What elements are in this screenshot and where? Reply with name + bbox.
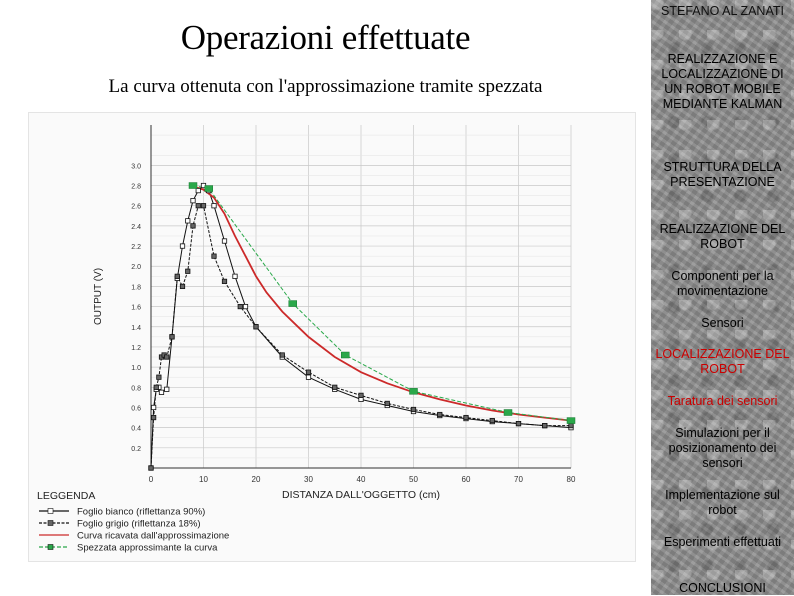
chart-legend: [37, 490, 229, 554]
sidebar: [651, 0, 794, 595]
legend-swatch-marker: [48, 545, 53, 550]
point-foglio-bianco: [243, 304, 247, 308]
sidebar-item-localizzazione[interactable]: LOCALIZZAZIONE DEL ROBOT: [655, 347, 790, 376]
x-tick-label: 40: [356, 475, 366, 484]
series-line-spezzata: [193, 186, 571, 421]
point-spezzata: [205, 186, 213, 192]
chart-figure: [28, 112, 636, 562]
point-spezzata: [567, 418, 575, 424]
x-tick-label: 70: [514, 475, 523, 484]
y-axis-label: OUTPUT (V): [93, 267, 104, 326]
y-tick-label: 0.2: [131, 445, 141, 453]
point-spezzata: [289, 301, 297, 307]
point-foglio-grigio: [165, 355, 169, 359]
legend-entry-label: Foglio grigio (riflettanza 18%): [77, 518, 201, 530]
point-spezzata: [504, 410, 512, 416]
legend-entry-label: Spezzata approssimante la curva: [77, 542, 218, 554]
output-vs-distance-chart: [29, 113, 635, 561]
sidebar-item-realizzazione[interactable]: REALIZZAZIONE DEL ROBOT: [659, 222, 786, 251]
legend-title: LEGGENDA: [37, 490, 96, 502]
y-tick-label: 3.0: [131, 163, 141, 171]
point-foglio-bianco: [186, 219, 190, 223]
slide-title: Operazioni effettuate: [180, 18, 471, 57]
point-foglio-grigio: [280, 353, 284, 357]
point-foglio-grigio: [333, 385, 337, 389]
y-tick-label: 0.8: [131, 385, 141, 393]
point-foglio-grigio: [464, 415, 468, 419]
y-tick-label: 1.8: [131, 284, 141, 292]
sidebar-item-conclusioni[interactable]: CONCLUSIONI: [679, 581, 766, 595]
point-foglio-bianco: [159, 390, 163, 394]
point-foglio-grigio: [154, 385, 158, 389]
point-spezzata: [410, 388, 418, 394]
y-tick-label: 1.0: [131, 365, 141, 373]
y-tick-label: 0.4: [131, 425, 141, 433]
point-foglio-grigio: [306, 370, 310, 374]
point-spezzata: [189, 183, 197, 189]
chart-grid: [151, 125, 571, 468]
y-tick-label: 1.4: [131, 324, 141, 332]
point-foglio-grigio: [180, 284, 184, 288]
point-foglio-bianco: [151, 405, 155, 409]
point-foglio-grigio: [359, 393, 363, 397]
point-foglio-grigio: [254, 325, 258, 329]
y-tick-label: 1.6: [131, 304, 141, 312]
slide-subtitle: La curva ottenuta con l'approssimazione tramite spezzata: [108, 76, 543, 97]
y-tick-label: 2.8: [131, 183, 141, 191]
sidebar-item-esperimenti[interactable]: Esperimenti effettuati: [663, 535, 782, 549]
x-tick-label: 80: [566, 475, 576, 484]
legend-swatch-marker: [48, 521, 53, 526]
point-foglio-grigio: [569, 423, 573, 427]
sidebar-item-implementazione[interactable]: Implementazione sul robot: [665, 488, 780, 517]
y-tick-label: 2.6: [131, 203, 141, 211]
point-foglio-grigio: [151, 415, 155, 419]
chart-labels: [93, 163, 576, 501]
y-tick-label: 0.6: [131, 405, 141, 413]
legend-entry-label: Curva ricavata dall'approssimazione: [77, 530, 230, 542]
point-foglio-grigio: [438, 412, 442, 416]
point-foglio-bianco: [222, 239, 226, 243]
sidebar-item-taratura[interactable]: Taratura dei sensori: [667, 394, 778, 408]
x-tick-label: 10: [199, 475, 208, 484]
point-foglio-grigio: [490, 418, 494, 422]
series-line-curva-approssimazione: [193, 187, 571, 421]
x-axis-label: DISTANZA DALL'OGGETTO (cm): [282, 489, 440, 501]
point-foglio-grigio: [157, 375, 161, 379]
point-foglio-grigio: [543, 423, 547, 427]
point-foglio-grigio: [170, 335, 174, 339]
point-foglio-grigio: [201, 204, 205, 208]
x-tick-label: 20: [251, 475, 261, 484]
point-spezzata: [341, 352, 349, 358]
point-foglio-grigio: [516, 421, 520, 425]
point-foglio-bianco: [306, 375, 310, 379]
point-foglio-bianco: [212, 204, 216, 208]
y-tick-label: 2.2: [131, 244, 141, 252]
point-foglio-grigio: [212, 254, 216, 258]
legend-entry-label: Foglio bianco (riflettanza 90%): [77, 506, 206, 518]
x-tick-label: 60: [461, 475, 471, 484]
sidebar-item-componenti[interactable]: Componenti per la movimentazione: [671, 269, 774, 298]
legend-swatch-marker: [48, 509, 53, 514]
x-tick-label: 30: [304, 475, 313, 484]
point-foglio-grigio: [196, 204, 200, 208]
point-foglio-bianco: [196, 188, 200, 192]
point-foglio-bianco: [191, 198, 195, 202]
x-tick-label: 0: [148, 475, 154, 484]
point-foglio-grigio: [191, 224, 195, 228]
point-foglio-grigio: [149, 466, 153, 470]
point-foglio-grigio: [222, 279, 226, 283]
sidebar-item-struttura[interactable]: STRUTTURA DELLA PRESENTAZIONE: [663, 160, 782, 189]
sidebar-author: STEFANO AL ZANATI: [661, 4, 784, 18]
point-foglio-grigio: [175, 274, 179, 278]
point-foglio-grigio: [385, 401, 389, 405]
y-tick-label: 2.4: [131, 223, 141, 231]
y-tick-label: 2.0: [131, 264, 141, 272]
sidebar-item-sensori[interactable]: Sensori: [701, 316, 744, 330]
point-foglio-grigio: [186, 269, 190, 273]
point-foglio-grigio: [411, 407, 415, 411]
y-tick-label: 1.2: [131, 344, 141, 352]
point-foglio-bianco: [233, 274, 237, 278]
point-foglio-grigio: [238, 304, 242, 308]
x-tick-label: 50: [409, 475, 418, 484]
point-foglio-bianco: [180, 244, 184, 248]
sidebar-item-title[interactable]: REALIZZAZIONE E LOCALIZZAZIONE DI UN ROBOT MOBILE MEDIANTE KALMAN: [661, 52, 784, 111]
point-foglio-bianco: [165, 387, 169, 391]
sidebar-item-simulazioni[interactable]: Simulazioni per il posizionamento dei sensori: [668, 426, 777, 470]
